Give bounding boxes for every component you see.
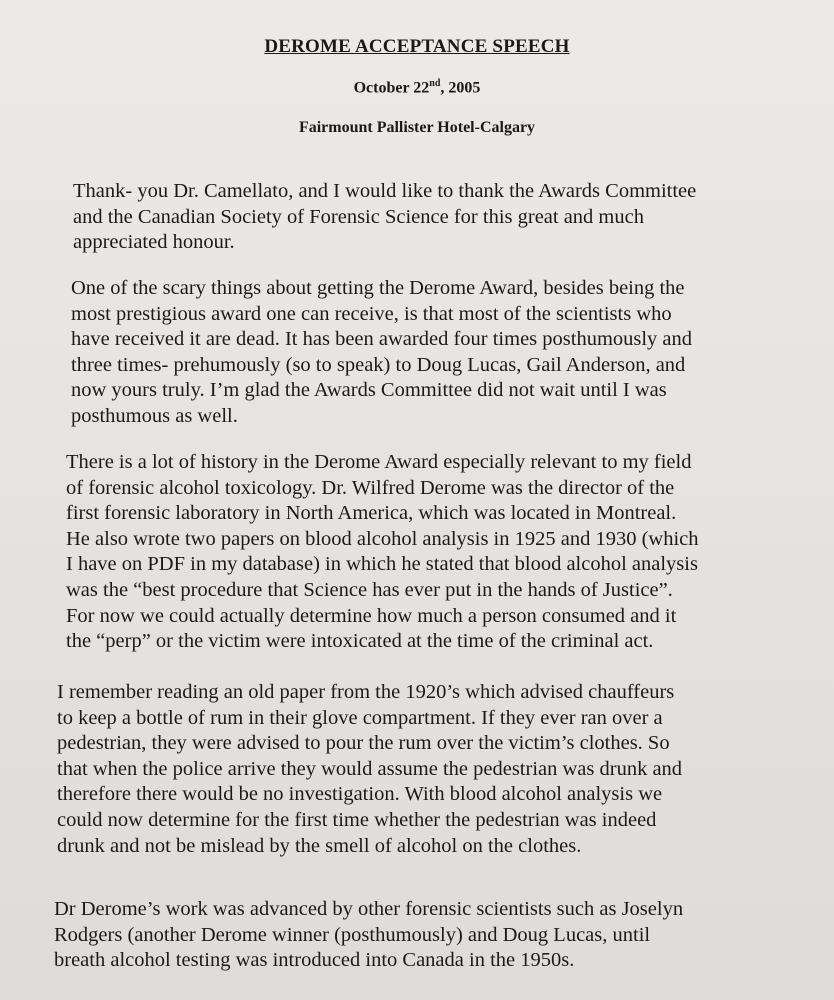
paragraph-line: three times- prehumously (so to speak) to Doug Lucas, Gail Anderson, and [71, 353, 686, 376]
paragraph-line: I have on PDF in my database) in which he stated that blood alcohol analysis [66, 553, 698, 576]
paragraph-line: was the “best procedure that Science has ever put in the hands of Justice”. [66, 578, 673, 601]
paragraph-rum-anecdote [57, 680, 682, 859]
paragraph-line: to keep a bottle of rum in their glove compartment. If they ever ran over a [57, 706, 663, 729]
paragraph-thanks [73, 179, 696, 256]
paragraph-line: now yours truly. I’m glad the Awards Committee did not wait until I was [71, 379, 667, 402]
paragraph-line: I remember reading an old paper from the 1920’s which advised chauffeurs [57, 681, 675, 703]
paragraph-derome-legacy [54, 897, 683, 974]
date-year: , 2005 [440, 79, 481, 97]
paragraph-line: posthumous as well. [71, 404, 238, 427]
paragraph-line: first forensic laboratory in North America, which was located in Montreal. [66, 502, 677, 525]
paragraph-line: Dr Derome’s work was advanced by other forensic scientists such as Joselyn [54, 898, 684, 920]
paragraph-history [66, 450, 699, 655]
paragraph-line: breath alcohol testing was introduced into Canada in the 1950s. [54, 949, 575, 972]
paragraph-line: One of the scary things about getting the Derome Award, besides being the [71, 277, 685, 299]
paragraph-line: most prestigious award one can receive, is that most of the scientists who [71, 302, 672, 325]
document-title: DEROME ACCEPTANCE SPEECH [264, 36, 570, 57]
venue-line: Fairmount Pallister Hotel-Calgary [298, 119, 536, 136]
paragraph-line: Thank- you Dr. Camellato, and I would like to thank the Awards Committee [73, 180, 697, 202]
speech-date [0, 78, 834, 97]
paragraph-line: He also wrote two papers on blood alcohol analysis in 1925 and 1930 (which [66, 527, 699, 550]
date-ordinal-suffix: nd [429, 78, 441, 89]
paragraph-line: the “perp” or the victim were intoxicated at the time of the criminal act. [66, 630, 654, 653]
paragraph-line: and the Canadian Society of Forensic Science for this great and much [73, 205, 644, 228]
paragraph-line: appreciated honour. [73, 231, 235, 254]
paragraph-line: that when the police arrive they would assume the pedestrian was drunk and [57, 757, 683, 780]
paragraph-line: have received it are dead. It has been awarded four times posthumously and [71, 328, 693, 351]
paragraph-line: For now we could actually determine how much a person consumed and it [66, 604, 677, 627]
paragraph-line: pedestrian, they were advised to pour the rum over the victim’s clothes. So [57, 732, 670, 755]
date-prefix: October 22 [353, 79, 430, 97]
paragraph-line: Rodgers (another Derome winner (posthumously) and Doug Lucas, until [54, 923, 651, 946]
paragraph-line: There is a lot of history in the Derome Award especially relevant to my field [66, 451, 692, 473]
paragraph-derome-award [71, 276, 692, 430]
paragraph-line: therefore there would be no investigation. With blood alcohol analysis we [57, 783, 663, 806]
paragraph-line: could now determine for the first time whether the pedestrian was indeed [57, 808, 657, 831]
paragraph-line: drunk and not be mislead by the smell of alcohol on the clothes. [57, 834, 582, 857]
paragraph-line: of forensic alcohol toxicology. Dr. Wilfred Derome was the director of the [66, 476, 675, 499]
